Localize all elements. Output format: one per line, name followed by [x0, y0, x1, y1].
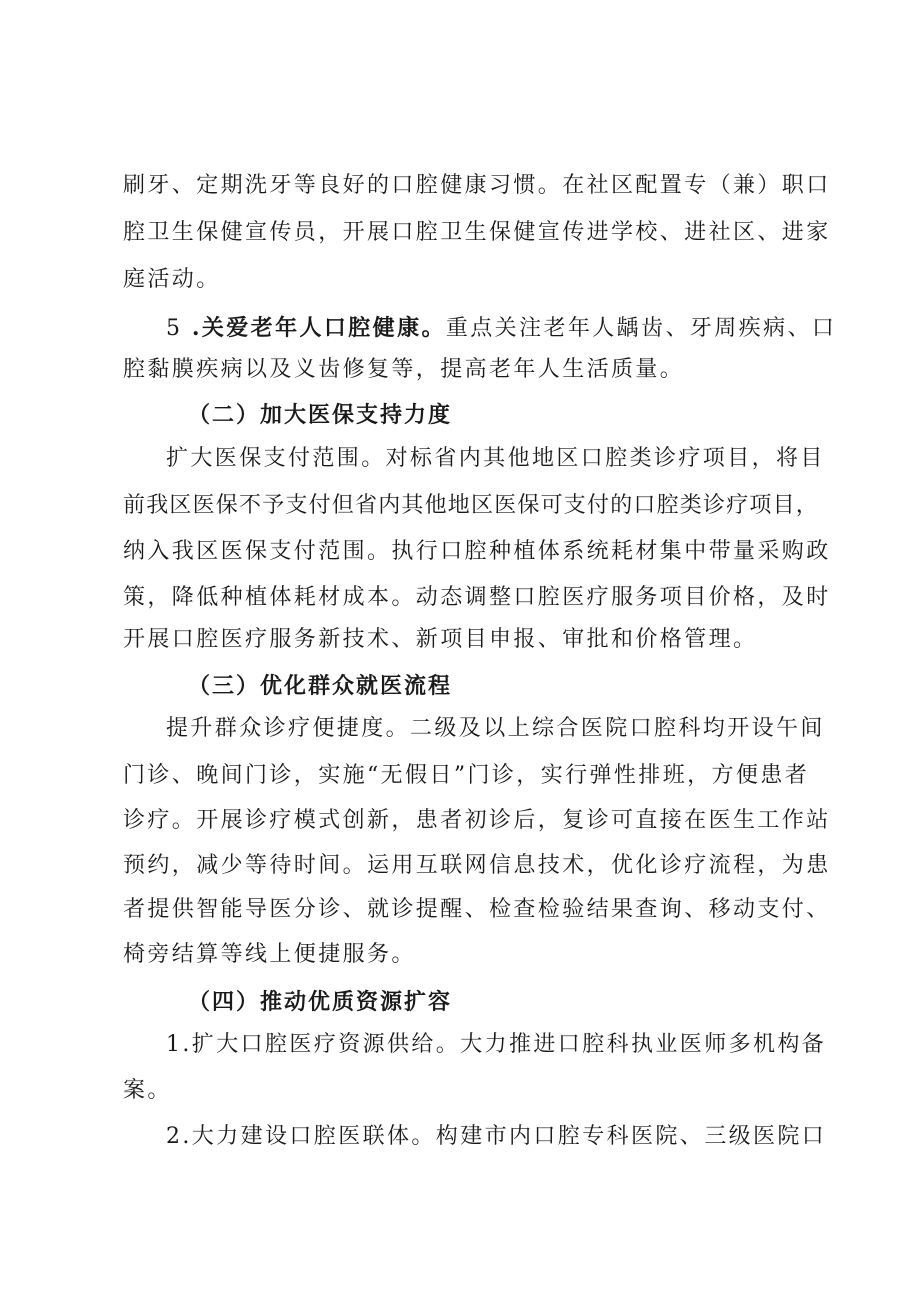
item-number: 5 [166, 316, 183, 341]
item-5-line [166, 313, 837, 343]
paragraph-line: 开展口腔医疗服务新技术、新项目申报、审批和价格管理。 [123, 627, 758, 652]
section-heading: （三）优化群众就医流程 [188, 673, 453, 699]
item-title: .关爱老年人口腔健康。 [191, 315, 446, 341]
paragraph-line: 扩大医保支付范围。对标省内其他地区口腔类诊疗项目，将目 [166, 446, 825, 471]
paragraph-line: 提升群众诊疗便捷度。二级及以上综合医院口腔科均开设午间 [166, 716, 825, 741]
section-heading: （二）加大医保支持力度 [188, 402, 453, 428]
paragraph-line: 诊疗。开展诊疗模式创新，患者初诊后，复诊可直接在医生工作站 [123, 808, 831, 833]
paragraph-line: 2.大力建设口腔医联体。构建市内口腔专科医院、三级医院口 [166, 1124, 827, 1149]
paragraph-line: 庭活动。 [123, 267, 221, 292]
paragraph-line: 者提供智能导医分诊、就诊提醒、检查检验结果查询、移动支付、 [123, 897, 831, 922]
paragraph-line: 纳入我区医保支付范围。执行口腔种植体系统耗材集中带量采购政 [123, 539, 831, 564]
paragraph-line: 案。 [123, 1078, 172, 1103]
paragraph-line: 腔黏膜疾病以及义齿修复等，提高老年人生活质量。 [123, 357, 685, 382]
paragraph-line: 腔卫生保健宣传员，开展口腔卫生保健宣传进学校、进社区、进家 [123, 220, 831, 245]
section-heading: （四）推动优质资源扩容 [188, 989, 453, 1015]
item-text: 重点关注老年人龋齿、牙周疾病、口 [445, 316, 837, 341]
paragraph-line: 椅旁结算等线上便捷服务。 [123, 942, 416, 967]
paragraph-line: 1.扩大口腔医疗资源供给。大力推进口腔科执业医师多机构备 [166, 1032, 827, 1057]
paragraph-line: 前我区医保不予支付但省内其他地区医保可支付的口腔类诊疗项目， [123, 493, 820, 518]
paragraph-line: 预约，减少等待时间。运用互联网信息技术，优化诊疗流程，为患 [123, 853, 831, 878]
paragraph-line: 策，降低种植体耗材成本。动态调整口腔医疗服务项目价格，及时 [123, 585, 831, 610]
paragraph-line: 门诊、晚间门诊，实施“无假日”门诊，实行弹性排班，方便患者 [123, 763, 810, 788]
paragraph-line: 刷牙、定期洗牙等良好的口腔健康习惯。在社区配置专（兼）职口 [123, 173, 831, 198]
